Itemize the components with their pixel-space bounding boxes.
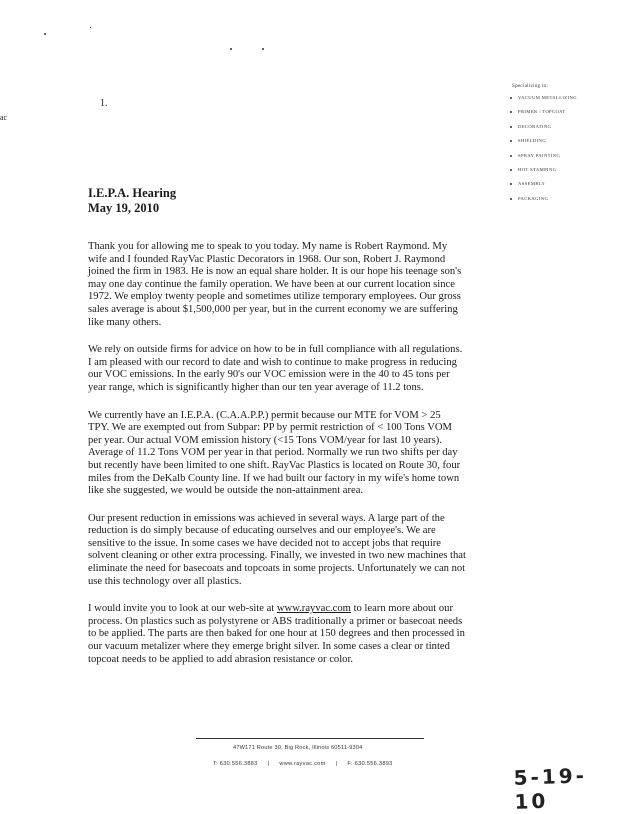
- service-item: PRIMER / TOPCOAT: [510, 109, 610, 123]
- paragraph: [88, 603, 528, 666]
- text-line: [88, 603, 528, 616]
- text-line: sales average is about $1,500,000 per year, but in the current economy we are suffering: [88, 303, 458, 315]
- footer-contact: [213, 761, 393, 767]
- text-line: year range, which is significantly higher than our ten year average of 11.2 tons.: [88, 381, 424, 393]
- footer-separator: |: [335, 761, 338, 767]
- bullet-icon: [510, 155, 512, 157]
- paragraph: [88, 513, 528, 589]
- text-line: 1972. We employ twenty people and sometimes utilize temporary employees. Our gross: [88, 291, 461, 303]
- letter-body: [88, 241, 528, 681]
- text-segment: to learn more about our: [350, 603, 454, 615]
- text-line: TPY. We are exempted out from Subpar: PP by permit restriction of < 100 Tons VOM: [88, 422, 452, 434]
- bullet-icon: [510, 198, 512, 200]
- text-line: reduction is do simply because of educating ourselves and our employee's. We are: [88, 525, 436, 537]
- text-line: We rely on outside firms for advice on how to be in full compliance with all regulations.: [88, 344, 463, 356]
- text-line: use this technology over all plastics.: [88, 575, 242, 587]
- footer-phone: T: 630.556.3883: [213, 761, 258, 767]
- text-line: like she suggested, we would be outside the non-attainment area.: [88, 485, 364, 497]
- text-line: joined the firm in 1983. He is now an equal share holder. It is our hope his teenage son's: [88, 266, 462, 278]
- footer-address: 47W171 Route 30, Big Rock, Illinois 60511-9304: [233, 745, 363, 751]
- text-line: wife and I founded RayVac Plastic Decorators in 1968. Our son, Robert J. Raymond: [88, 253, 446, 265]
- bullet-icon: [510, 169, 512, 171]
- service-item: HOT STAMPING: [510, 167, 610, 181]
- text-line: but recently have been limited to one shift. RayVac Plastics is located on Route 30, four: [88, 459, 461, 471]
- text-line: topcoat needs to be applied to add abrasion resistance or color.: [88, 653, 354, 665]
- scan-mark: 1.: [100, 98, 108, 109]
- service-item: SHIELDING: [510, 138, 610, 152]
- text-line: process. On plastics such as polystyrene or ABS traditionally a primer or basecoat needs: [88, 615, 463, 627]
- text-line: per year. Our actual VOM emission history (<15 Tons VOM/year for last 10 years).: [88, 434, 442, 446]
- scan-speck: [262, 48, 264, 50]
- services-title: Specializing in:: [512, 84, 549, 89]
- hearing-title: I.E.P.A. Hearing: [88, 186, 177, 200]
- scan-mark: ac: [0, 113, 8, 122]
- bullet-icon: [510, 111, 512, 113]
- text-line: solvent cleaning or other extra processing. Finally, we invested in two new machines that: [88, 550, 466, 562]
- text-line: may one day continue the family operation. We have been at our current location since: [88, 278, 455, 290]
- text-line: Our present reduction in emissions was achieved in several ways. A large part of the: [88, 512, 445, 524]
- text-line: miles from the DeKalb County line. If we had built our factory in my wife's home town: [88, 472, 460, 484]
- footer-divider: [196, 738, 424, 739]
- service-item: PACKAGING: [510, 196, 610, 210]
- bullet-icon: [510, 97, 512, 99]
- service-item: DECORATING: [510, 124, 610, 138]
- service-item: ASSEMBLY: [510, 181, 610, 195]
- paragraph: [88, 410, 528, 498]
- website-link[interactable]: www.rayvac.com: [276, 603, 351, 615]
- footer-separator: |: [267, 761, 270, 767]
- footer-fax: F: 630.556.3893: [347, 761, 393, 767]
- paragraph: [88, 241, 528, 329]
- hearing-date: May 19, 2010: [88, 201, 160, 215]
- bullet-icon: [510, 126, 512, 128]
- text-segment: I would invite you to look at our web-site at: [88, 603, 277, 615]
- text-line: eliminate the need for basecoats and topcoats in some projects. Unfortunately we can not: [88, 563, 466, 575]
- text-line: sensitive to the issue. In some cases we have decided not to accept jobs that require: [88, 537, 442, 549]
- footer-website: www.rayvac.com: [279, 761, 326, 767]
- text-line: our vacuum metalizer where they emerge bright silver. In some cases a clear or tinted: [88, 641, 450, 653]
- letter-heading: [88, 186, 176, 216]
- letterhead-services: [510, 84, 610, 210]
- bullet-icon: [510, 140, 512, 142]
- scan-speck: [90, 27, 91, 28]
- service-item: SPRAY PAINTING: [510, 153, 610, 167]
- bullet-icon: [510, 183, 512, 185]
- text-line: Average of 11.2 Tons VOM per year in that period. Normally we run two shifts per day: [88, 447, 458, 459]
- text-line: We currently have an I.E.P.A. (C.A.A.P.P.) permit because our MTE for VOM > 25: [88, 409, 441, 421]
- text-line: like many others.: [88, 316, 162, 328]
- services-list: [510, 95, 610, 210]
- text-line: our VOC emissions. In the early 90's our VOC emission were in the 40 to 45 tons per: [88, 369, 450, 381]
- text-line: I am pleased with our record to date and wish to continue to make progress in reducing: [88, 356, 457, 368]
- paragraph: [88, 344, 528, 394]
- handwritten-date: 5-19-10: [513, 763, 588, 814]
- text-line: to be applied. The parts are then baked for one hour at 150 degrees and then processed in: [88, 628, 465, 640]
- scan-speck: [230, 48, 232, 50]
- scan-speck: [44, 33, 46, 35]
- service-item: VACUUM METALLIZING: [510, 95, 610, 109]
- text-line: Thank you for allowing me to speak to you today. My name is Robert Raymond. My: [88, 241, 448, 252]
